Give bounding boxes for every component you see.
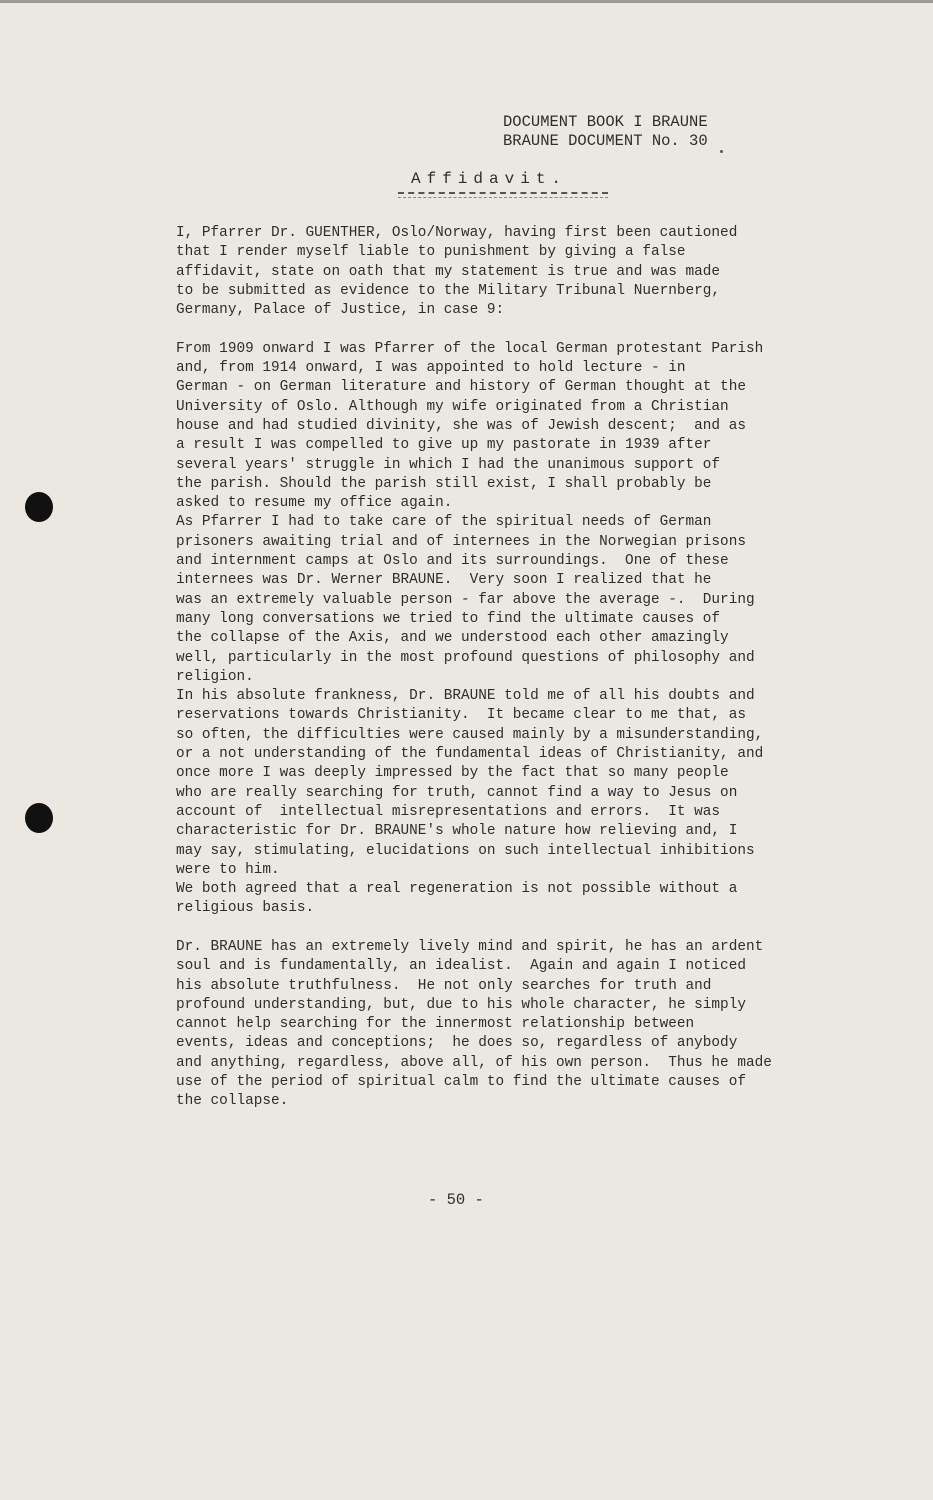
text-line: affidavit, state on oath that my statement is true and was made [176, 263, 721, 280]
text-line: many long conversations we tried to find the ultimate causes of [176, 610, 721, 627]
top-edge-line [0, 0, 933, 3]
text-line: cannot help searching for the innermost relationship between [176, 1016, 695, 1033]
text-line: so often, the difficulties were caused mainly by a misunderstanding, [176, 726, 764, 743]
paragraph-2 [176, 340, 856, 919]
text-line: profound understanding, but, due to his whole character, he simply [176, 996, 746, 1013]
text-line: soul and is fundamentally, an idealist. Again and again I noticed [176, 958, 746, 975]
text-line: and internment camps at Oslo and its surroundings. One of these [176, 553, 729, 570]
punch-hole-upper [25, 492, 53, 522]
text-line: that I render myself liable to punishment by giving a false [176, 244, 686, 261]
text-line: the collapse of the Axis, and we understood each other amazingly [176, 630, 729, 647]
paragraph-gap [176, 919, 856, 938]
title-underline-secondary [398, 197, 608, 198]
text-line: to be submitted as evidence to the Military Tribunal Nuernberg, [176, 282, 721, 299]
ink-mark [720, 150, 723, 153]
text-line: German - on German literature and history of German thought at the [176, 379, 746, 396]
punch-hole-lower [25, 803, 53, 833]
text-line: his absolute truthfulness. He not only searches for truth and [176, 977, 712, 994]
text-line: who are really searching for truth, cannot find a way to Jesus on [176, 784, 738, 801]
text-line: the parish. Should the parish still exist, I shall probably be [176, 475, 712, 492]
page-number: - 50 - [428, 1191, 484, 1209]
title-underline [398, 192, 608, 194]
text-line: prisoners awaiting trial and of internees in the Norwegian prisons [176, 533, 746, 550]
text-line: From 1909 onward I was Pfarrer of the local German protestant Parish [176, 340, 764, 357]
text-line: characteristic for Dr. BRAUNE's whole nature how relieving and, I [176, 823, 738, 840]
text-line: As Pfarrer I had to take care of the spiritual needs of German [176, 514, 712, 531]
text-line: Germany, Palace of Justice, in case 9: [176, 302, 505, 319]
text-line: several years' struggle in which I had the unanimous support of [176, 456, 721, 473]
text-line: University of Oslo. Although my wife originated from a Christian [176, 398, 729, 415]
text-line: Dr. BRAUNE has an extremely lively mind and spirit, he has an ardent [176, 938, 764, 955]
text-line: internees was Dr. Werner BRAUNE. Very soon I realized that he [176, 572, 712, 589]
text-line: the collapse. [176, 1093, 289, 1110]
text-line: once more I was deeply impressed by the fact that so many people [176, 765, 729, 782]
paragraph-3 [176, 938, 856, 1112]
text-line: asked to resume my office again. [176, 495, 453, 512]
text-line: reservations towards Christianity. It became clear to me that, as [176, 707, 746, 724]
text-line: was an extremely valuable person - far above the average -. During [176, 591, 755, 608]
text-line: religious basis. [176, 900, 315, 917]
text-line: We both agreed that a real regeneration is not possible without a [176, 881, 738, 898]
text-line: were to him. [176, 861, 280, 878]
intro-paragraph [176, 224, 856, 320]
header-line-2: BRAUNE DOCUMENT No. 30 [503, 132, 708, 151]
text-line: In his absolute frankness, Dr. BRAUNE told me of all his doubts and [176, 688, 755, 705]
affidavit-body [176, 224, 856, 1112]
text-line: account of intellectual misrepresentations and errors. It was [176, 803, 721, 820]
paragraph-gap [176, 320, 856, 339]
header-line-1: DOCUMENT BOOK I BRAUNE [503, 113, 708, 131]
text-line: and anything, regardless, above all, of his own person. Thus he made [176, 1054, 772, 1071]
text-line: events, ideas and conceptions; he does so, regardless of anybody [176, 1035, 738, 1052]
document-header [503, 113, 708, 152]
text-line: well, particularly in the most profound questions of philosophy and [176, 649, 755, 666]
text-line: may say, stimulating, elucidations on such intellectual inhibitions [176, 842, 755, 859]
text-line: I, Pfarrer Dr. GUENTHER, Oslo/Norway, having first been cautioned [176, 225, 738, 241]
text-line: or a not understanding of the fundamental ideas of Christianity, and [176, 746, 764, 763]
page-title: Affidavit. [411, 170, 568, 188]
text-line: and, from 1914 onward, I was appointed to hold lecture - in [176, 360, 686, 377]
text-line: house and had studied divinity, she was of Jewish descent; and as [176, 417, 746, 434]
text-line: religion. [176, 668, 254, 685]
text-line: a result I was compelled to give up my pastorate in 1939 after [176, 437, 712, 454]
text-line: use of the period of spiritual calm to find the ultimate causes of [176, 1074, 746, 1091]
